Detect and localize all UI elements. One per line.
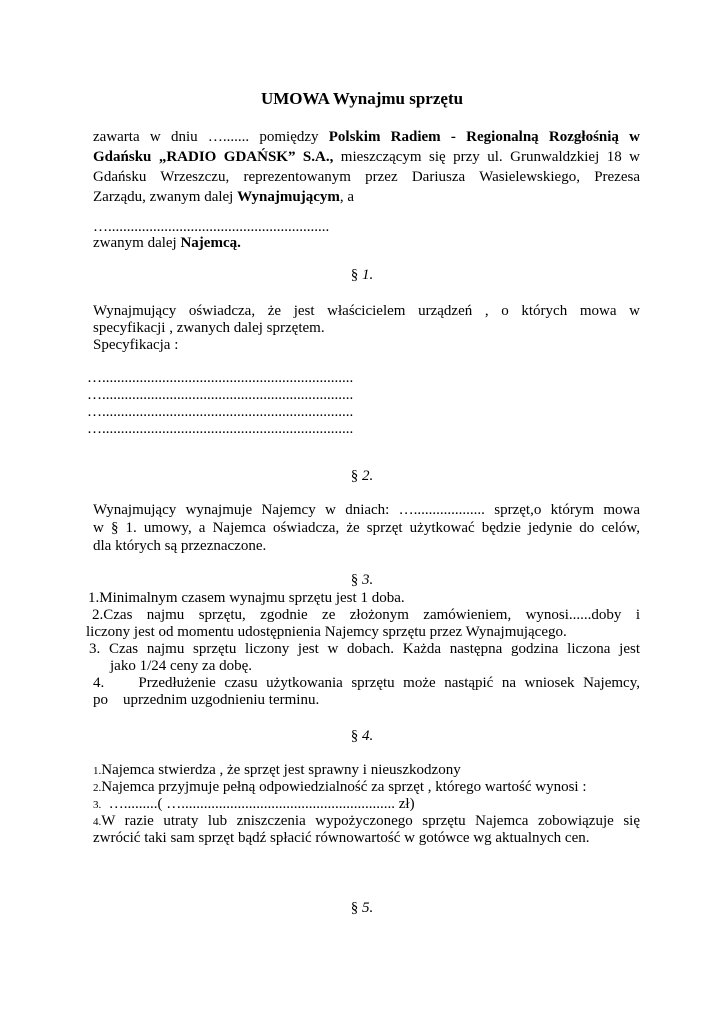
s3-line-1: 1.Minimalnym czasem wynajmu sprzętu jest 1 doba.	[88, 590, 405, 606]
intro-text: zwanym dalej	[93, 235, 181, 251]
spec-line: …...................................................................	[87, 387, 354, 403]
section-5-heading	[0, 898, 724, 918]
item-number: 1.	[93, 765, 102, 777]
spec-line: …...................................................................	[87, 421, 354, 437]
intro-line-2	[93, 147, 640, 167]
intro-text: mieszczącym się przy ul. Grunwaldzkiej 18 w	[333, 149, 640, 165]
s3-line-4: 3. Czas najmu sprzętu liczony jest w dobach. Każda następna godzina liczona jest	[89, 641, 640, 657]
item-number: 2.	[93, 782, 102, 794]
item-number: 3.	[93, 799, 102, 811]
s3-line-6: 4. Przedłużenie czasu użytkowania sprzętu może nastąpić na wniosek Najemcy,	[93, 675, 640, 691]
lessor-label: Wynajmującym	[237, 189, 340, 205]
section-2-heading	[0, 466, 724, 486]
s3-line-3: liczony jest od momentu udostępnienia Najemcy sprzętu przez Wynajmującego.	[86, 624, 567, 640]
paragraph-sign: §	[350, 900, 359, 916]
s1-line-3: Specyfikacja :	[93, 337, 179, 353]
spec-line: …...................................................................	[87, 370, 354, 386]
section-number: 5.	[358, 900, 374, 916]
item-text: Najemca przyjmuje pełną odpowiedzialność za sprzęt , którego wartość wynosi :	[101, 779, 587, 795]
section-number: 3.	[358, 572, 374, 588]
paragraph-sign: §	[350, 572, 359, 588]
intro-text: zawarta w dniu …....... pomiędzy	[93, 129, 329, 145]
s2-line-3: dla których są przeznaczone.	[93, 538, 267, 554]
item-text: ….........( …......................................................... zł)	[101, 796, 415, 812]
s1-line-2: specyfikacji , zwanych dalej sprzętem.	[93, 320, 325, 336]
intro-line-3: Gdańsku Wrzeszczu, reprezentowanym przez Dariusza Wasielewskiego, Prezesa	[93, 169, 640, 185]
section-1-heading	[0, 265, 724, 285]
s3-line-2: 2.Czas najmu sprzętu, zgodnie ze złożonym zamówieniem, wynosi......doby i	[92, 607, 640, 623]
company-name: Gdańsku „RADIO GDAŃSK” S.A.,	[93, 149, 334, 165]
intro-line-4	[93, 187, 354, 207]
s2-line-1: Wynajmujący wynajmuje Najemcy w dniach: …................... sprzęt,o którym mowa	[93, 502, 640, 518]
section-number: 2.	[358, 468, 374, 484]
radio-name: Polskim Radiem - Regionalną Rozgłośnią w	[328, 129, 641, 145]
paragraph-sign: §	[350, 267, 359, 283]
spec-line: …...................................................................	[87, 404, 354, 420]
intro-text: Zarządu, zwanym dalej	[93, 189, 238, 205]
lessee-label: Najemcą.	[180, 235, 241, 251]
document-title: UMOWA Wynajmu sprzętu	[260, 89, 464, 108]
section-number: 4.	[358, 728, 374, 744]
paragraph-sign: §	[350, 728, 359, 744]
lessee-dots: …...........................................................	[93, 219, 330, 235]
s3-line-5: jako 1/24 ceny za dobę.	[110, 658, 253, 674]
s2-line-2: w § 1. umowy, a Najemca oświadcza, że sprzęt użytkować będzie jedynie do celów,	[93, 520, 640, 536]
item-number: 4.	[93, 816, 102, 828]
intro-text: , a	[339, 189, 355, 205]
intro-line-1	[93, 127, 640, 147]
paragraph-sign: §	[350, 468, 359, 484]
lessee-line	[93, 233, 241, 253]
s4-line-5: zwrócić taki sam sprzęt bądź spłacić równowartość w gotówce wg aktualnych cen.	[93, 830, 590, 846]
s1-line-1: Wynajmujący oświadcza, że jest właścicielem urządzeń , o których mowa w	[93, 303, 640, 319]
section-number: 1.	[358, 267, 374, 283]
item-text: Najemca stwierdza , że sprzęt jest sprawny i nieuszkodzony	[101, 762, 461, 778]
section-4-heading	[0, 726, 724, 746]
section-3-heading	[0, 570, 724, 590]
s3-line-7: po uprzednim uzgodnieniu terminu.	[93, 692, 320, 708]
item-text: W razie utraty lub zniszczenia wypożyczonego sprzętu Najemca zobowiązuje się	[101, 813, 640, 829]
